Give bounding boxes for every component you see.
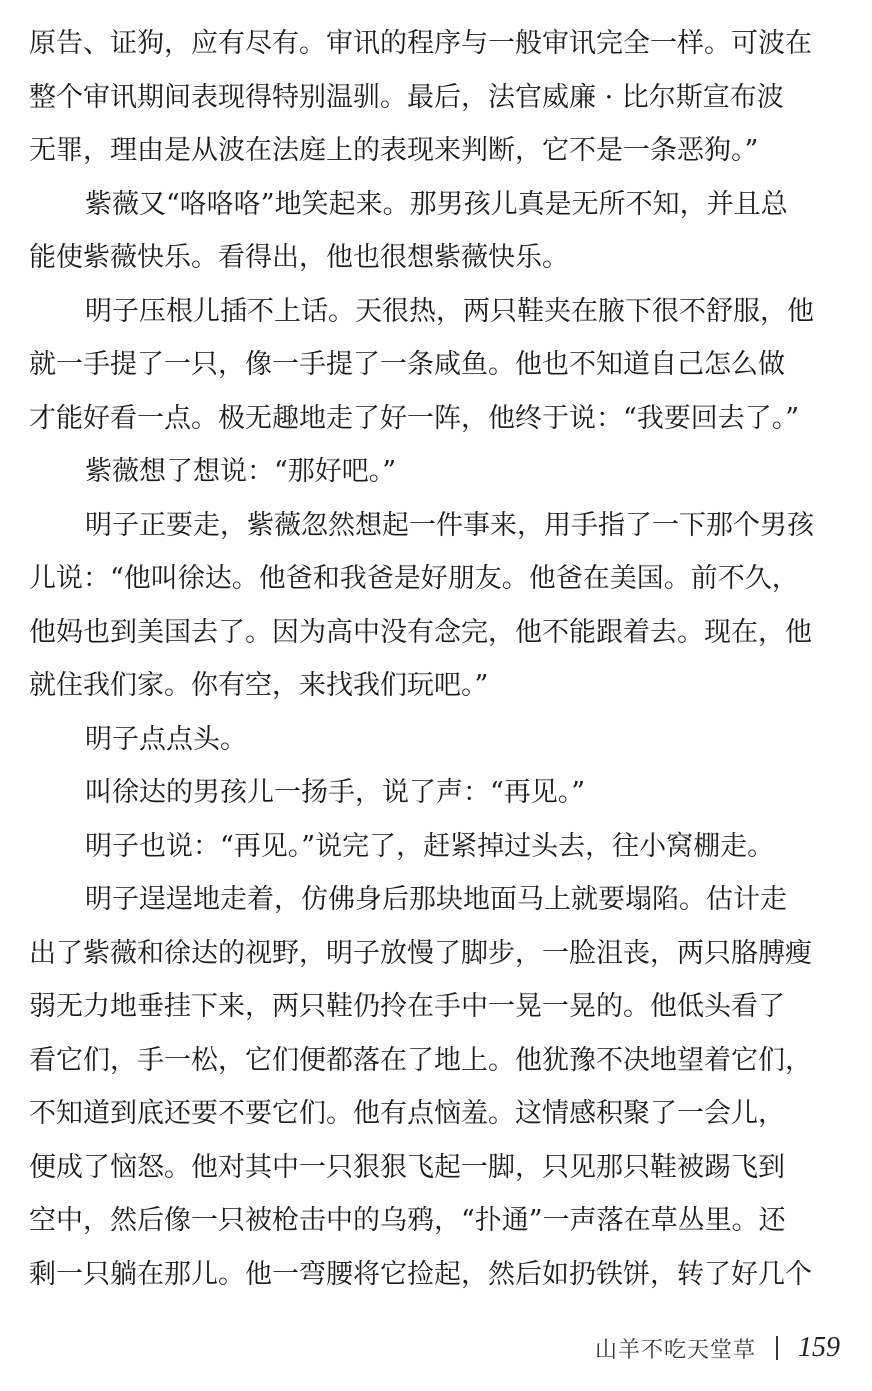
text-line: 整个审讯期间表现得特别温驯。最后，法官威廉 · 比尔斯宣布波: [29, 81, 784, 113]
text-line: 明子压根儿插不上话。天很热，两只鞋夹在腋下很不舒服，他: [85, 295, 814, 327]
running-title: 山羊不吃天堂草: [594, 1337, 756, 1363]
text-line: 紫薇又“咯咯咯”地笑起来。那男孩儿真是无所不知，并且总: [85, 188, 788, 220]
text-line: 就一手提了一只，像一手提了一条咸鱼。他也不知道自己怎么做: [29, 349, 785, 380]
text-line: 剩一只躺在那儿。他一弯腰将它捡起，然后如扔铁饼，转了好几个: [29, 1258, 812, 1290]
text-line: 儿说：“他叫徐达。他爸和我爸是好朋友。他爸在美国。前不久，: [29, 563, 799, 594]
text-line: 明子正要走，紫薇忽然想起一件事来，用手指了一下那个男孩: [85, 509, 814, 541]
text-line: 原告、证狗，应有尽有。审讯的程序与一般审讯完全一样。可波在: [29, 28, 812, 59]
text-line: 空中，然后像一只被枪击中的乌鸦，“扑通”一声落在草丛里。还: [29, 1205, 786, 1236]
text-line: 明子也说：“再见。”说完了，赶紧掉过头去，往小窝棚走。: [85, 830, 775, 862]
text-line: 叫徐达的男孩儿一扬手，说了声：“再见。”: [85, 777, 586, 808]
page-number: 159: [798, 1332, 840, 1363]
page-footer: [595, 1328, 840, 1368]
text-line: 出了紫薇和徐达的视野，明子放慢了脚步，一脸沮丧，两只胳膊瘦: [29, 937, 812, 969]
text-line: 明子点点头。: [85, 723, 247, 755]
text-line: 便成了恼怒。他对其中一只狠狠飞起一脚，只见那只鞋被踢飞到: [29, 1151, 785, 1183]
text-line: 弱无力地垂挂下来，两只鞋仍拎在手中一晃一晃的。他低头看了: [29, 991, 785, 1022]
footer-divider: [776, 1336, 778, 1360]
text-line: 就住我们家。你有空，来找我们玩吧。”: [29, 670, 489, 701]
text-line: 才能好看一点。极无趣地走了好一阵，他终于说：“我要回去了。”: [29, 402, 800, 434]
text-line: 看它们，手一松，它们便都落在了地上。他犹豫不决地望着它们，: [29, 1044, 812, 1076]
body-text: [29, 17, 841, 1301]
text-line: 能使紫薇快乐。看得出，他也很想紫薇快乐。: [29, 242, 569, 273]
text-line: 不知道到底还要不要它们。他有点恼羞。这情感积聚了一会儿，: [29, 1098, 785, 1129]
text-line: 无罪，理由是从波在法庭上的表现来判断，它不是一条恶狗。”: [29, 135, 759, 166]
text-line: 紫薇想了想说：“那好吧。”: [85, 456, 397, 487]
text-line: 明子逞逞地走着，仿佛身后那块地面马上就要塌陷。估计走: [85, 884, 787, 915]
text-line: 他妈也到美国去了。因为高中没有念完，他不能跟着去。现在，他: [29, 616, 812, 648]
